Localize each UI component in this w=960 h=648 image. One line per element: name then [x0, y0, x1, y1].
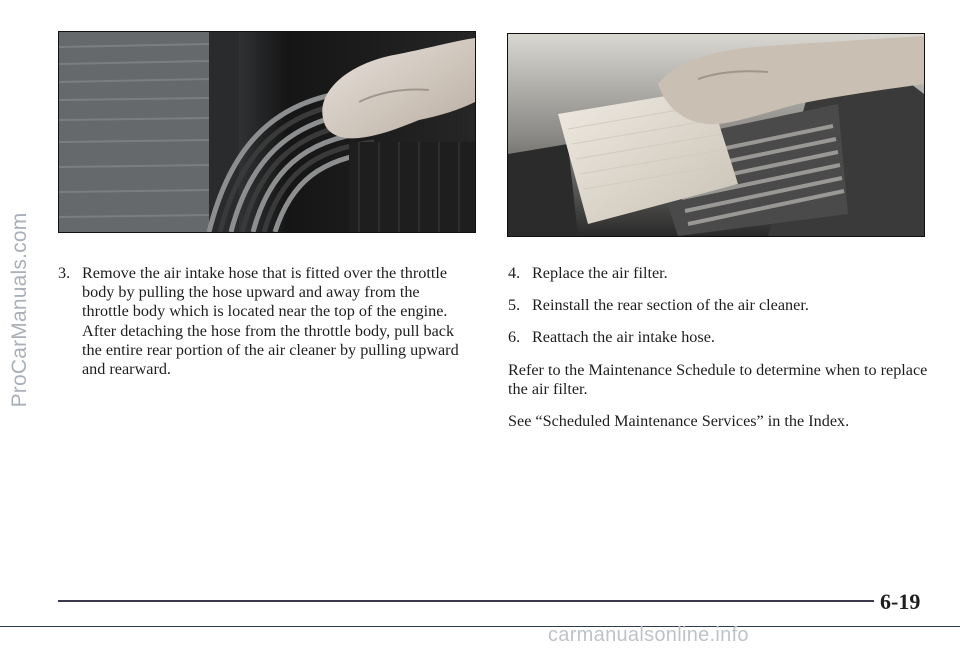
step-number: 6.	[508, 328, 521, 347]
photo-air-intake-hose	[58, 31, 476, 233]
maintenance-schedule-note: Refer to the Maintenance Schedule to determine when to replace the air filter.	[508, 360, 928, 398]
step-text: Remove the air intake hose that is fitted over the throttle body by pulling the hose upward and away from the throttle body which is located near the top of the engine. After detaching the hose from the throttle body, pull back the entire rear portion of the air cleaner by pulling upward and rearward.	[82, 264, 459, 379]
step-number: 3.	[58, 264, 71, 282]
index-reference-note: See “Scheduled Maintenance Services” in the Index.	[508, 412, 850, 431]
site-watermark	[2, 210, 38, 410]
page-number: 6-19	[880, 589, 921, 614]
step-number: 5.	[508, 296, 521, 315]
step-4	[508, 264, 930, 283]
left-column	[58, 264, 468, 392]
footer-rule	[58, 600, 874, 602]
footer-site-url: carmanualsonline.info	[548, 624, 749, 646]
photo-replace-air-filter	[507, 33, 925, 237]
photo-air-intake-hose-image	[59, 32, 475, 232]
right-column	[508, 264, 930, 444]
photo-replace-air-filter-image	[508, 34, 924, 236]
step-text: Reinstall the rear section of the air cleaner.	[532, 296, 809, 315]
step-6	[508, 328, 930, 347]
step-number: 4.	[508, 264, 521, 282]
step-text: Reattach the air intake hose.	[532, 328, 715, 347]
step-3	[58, 264, 468, 379]
step-5	[508, 296, 930, 315]
footer-bottom-rule	[0, 626, 960, 627]
watermark-text: ProCarManuals.com	[8, 212, 31, 408]
step-text: Replace the air filter.	[532, 264, 668, 282]
